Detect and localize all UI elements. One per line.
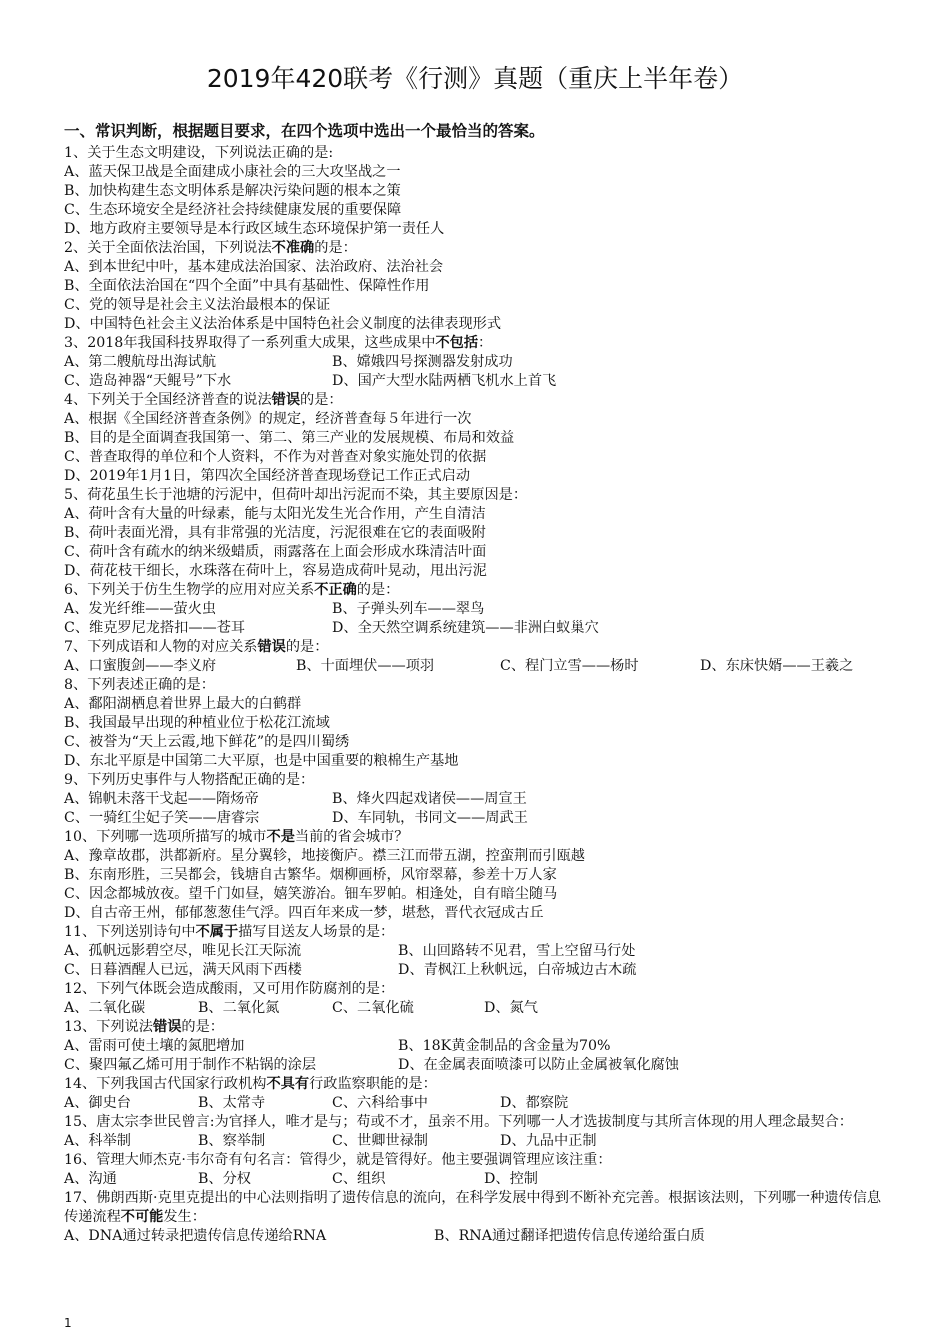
question-13-options-row-2 bbox=[64, 1056, 894, 1075]
question-11-stem-text: 11、下列送别诗句中 bbox=[64, 924, 196, 940]
question-10-stem-tail: 当前的省会城市？ bbox=[294, 829, 409, 845]
question-list bbox=[64, 144, 894, 1246]
question-10-option-c: C、因念都城放夜。望千门如昼，嬉笑游冶。钿车罗帕。相逢处，自有暗尘随马 bbox=[64, 886, 558, 902]
question-11-option-b: B、山回路转不见君，雪上空留马行处 bbox=[398, 943, 636, 959]
question-12-options-row bbox=[64, 999, 894, 1018]
question-1-option-b: B、加快构建生态文明体系是解决污染问题的根本之策 bbox=[64, 183, 401, 199]
question-16-stem: 16、管理大师杰克·韦尔奇有句名言：管得少，就是管得好。他主要强调管理应该注重： bbox=[64, 1152, 612, 1168]
question-6-option-c: C、维克罗尼龙搭扣——苍耳 bbox=[64, 620, 246, 636]
question-9-stem: 9、下列历史事件与人物搭配正确的是： bbox=[64, 772, 315, 788]
question-12-option-c: C、二氧化硫 bbox=[332, 1000, 414, 1016]
question-5-option-b: B、荷叶表面光滑，具有非常强的光洁度，污泥很难在它的表面吸附 bbox=[64, 525, 486, 541]
question-6-option-b: B、子弹头列车——翠鸟 bbox=[332, 601, 485, 617]
question-11-options-row-1 bbox=[64, 942, 894, 961]
question-4-option-a: A、根据《全国经济普查条例》的规定，经济普查每５年进行一次 bbox=[64, 411, 472, 427]
question-13-option-a: A、雷雨可使土壤的氮肥增加 bbox=[64, 1038, 245, 1054]
question-4-stem bbox=[64, 391, 894, 410]
question-6-options-row-1 bbox=[64, 600, 894, 619]
question-8-option-d: D、东北平原是中国第二大平原，也是中国重要的粮棉生产基地 bbox=[64, 753, 459, 769]
question-14-emphasis: 不具有 bbox=[266, 1076, 310, 1092]
question-14-stem-tail: 行政监察职能的是： bbox=[309, 1076, 437, 1092]
question-7-options-row bbox=[64, 657, 894, 676]
question-7-stem-text: 7、下列成语和人物的对应关系 bbox=[64, 639, 258, 655]
question-16-option-b: B、分权 bbox=[198, 1171, 251, 1187]
question-12-stem: 12、下列气体既会造成酸雨，又可用作防腐剂的是： bbox=[64, 981, 395, 997]
question-3-options-row-1 bbox=[64, 353, 894, 372]
question-11-stem-tail: 描写目送友人场景的是： bbox=[238, 924, 395, 940]
question-6-stem-text: 6、下列关于仿生生物学的应用对应关系 bbox=[64, 582, 315, 598]
question-2-emphasis: 不准确 bbox=[271, 240, 315, 256]
question-13-option-d: D、在金属表面喷漆可以防止金属被氧化腐蚀 bbox=[398, 1057, 679, 1073]
question-5-option-a: A、荷叶含有大量的叶绿素，能与太阳光发生光合作用，产生自清洁 bbox=[64, 506, 486, 522]
question-10-stem bbox=[64, 828, 894, 847]
question-17-option-b: B、RNA通过翻译把遗传信息传递给蛋白质 bbox=[434, 1228, 705, 1244]
question-3-stem bbox=[64, 334, 894, 353]
question-6-stem-tail: 的是： bbox=[356, 582, 400, 598]
question-16-option-a: A、沟通 bbox=[64, 1171, 117, 1187]
question-8-stem: 8、下列表述正确的是： bbox=[64, 677, 215, 693]
question-11-options-row-2 bbox=[64, 961, 894, 980]
question-7-option-c: C、程门立雪——杨时 bbox=[500, 658, 639, 674]
question-10-option-a: A、豫章故郡，洪都新府。星分翼轸，地接衡庐。襟三江而带五湖，控蛮荆而引瓯越 bbox=[64, 848, 585, 864]
question-11-emphasis: 不属于 bbox=[195, 924, 239, 940]
question-6-emphasis: 不正确 bbox=[314, 582, 357, 598]
question-16-option-d: D、控制 bbox=[484, 1171, 538, 1187]
question-14-stem-text: 14、下列我国古代国家行政机构 bbox=[64, 1076, 267, 1092]
question-13-option-b: B、18K黄金制品的含金量为70% bbox=[398, 1038, 611, 1054]
question-3-option-d: D、国产大型水陆两栖飞机水上首飞 bbox=[332, 373, 557, 389]
question-4-option-b: B、目的是全面调查我国第一、第二、第三产业的发展规模、布局和效益 bbox=[64, 430, 515, 446]
question-13-stem-text: 13、下列说法 bbox=[64, 1019, 153, 1035]
question-3-stem-tail: ： bbox=[478, 335, 493, 351]
question-1-option-d: D、地方政府主要领导是本行政区域生态环境保护第一责任人 bbox=[64, 221, 445, 237]
question-12-option-b: B、二氧化氮 bbox=[198, 1000, 280, 1016]
section-heading: 一、常识判断，根据题目要求，在四个选项中选出一个最恰当的答案。 bbox=[64, 122, 545, 140]
question-15-option-c: C、世卿世禄制 bbox=[332, 1133, 428, 1149]
question-9-options-row-1 bbox=[64, 790, 894, 809]
question-15-options-row bbox=[64, 1132, 894, 1151]
question-12-option-d: D、氮气 bbox=[484, 1000, 538, 1016]
question-11-option-a: A、孤帆远影碧空尽，唯见长江天际流 bbox=[64, 943, 302, 959]
question-15-stem: 15、唐太宗李世民曾言:为官择人，唯才是与；苟或不才，虽亲不用。下列哪一人才选拔制度与其所言体现的用人理念最契合： bbox=[64, 1114, 853, 1130]
question-3-option-b: B、嫦娥四号探测器发射成功 bbox=[332, 354, 513, 370]
question-4-option-d: D、2019年1月1日，第四次全国经济普查现场登记工作正式启动 bbox=[64, 468, 471, 484]
question-15-option-d: D、九品中正制 bbox=[500, 1133, 597, 1149]
page-number: 1 bbox=[64, 1316, 72, 1330]
question-7-stem-tail: 的是： bbox=[285, 639, 329, 655]
question-3-stem-text: 3、2018年我国科技界取得了一系列重大成果，这些成果中 bbox=[64, 335, 436, 351]
question-5-option-d: D、荷花枝干细长，水珠落在荷叶上，容易造成荷叶晃动，甩出污泥 bbox=[64, 563, 487, 579]
question-13-option-c: C、聚四氟乙烯可用于制作不粘锅的涂层 bbox=[64, 1057, 317, 1073]
question-9-options-row-2 bbox=[64, 809, 894, 828]
question-11-option-d: D、青枫江上秋帆远，白帝城边古木疏 bbox=[398, 962, 637, 978]
question-8-option-b: B、我国最早出现的种植业位于松花江流域 bbox=[64, 715, 330, 731]
question-5-stem: 5、荷花虽生长于池塘的污泥中，但荷叶却出污泥而不染，其主要原因是： bbox=[64, 487, 528, 503]
question-17-stem-tail: 发生： bbox=[163, 1209, 206, 1225]
question-1-stem: 1、关于生态文明建设，下列说法正确的是: bbox=[64, 145, 334, 161]
question-10-option-d: D、自古帝王州，郁郁葱葱佳气浮。四百年来成一梦，堪愁，晋代衣冠成古丘 bbox=[64, 905, 544, 921]
question-2-option-d: D、中国特色社会主义法治体系是中国特色社会义制度的法律表现形式 bbox=[64, 316, 502, 332]
question-14-option-a: A、御史台 bbox=[64, 1095, 131, 1111]
question-2-option-a: A、到本世纪中叶，基本建成法治国家、法治政府、法治社会 bbox=[64, 259, 444, 275]
question-8-option-a: A、鄱阳湖栖息着世界上最大的白鹤群 bbox=[64, 696, 302, 712]
question-2-option-c: C、党的领导是社会主义法治最根本的保证 bbox=[64, 297, 331, 313]
question-9-option-a: A、锦帆未落干戈起——隋炀帝 bbox=[64, 791, 259, 807]
question-10-emphasis: 不是 bbox=[266, 829, 295, 845]
question-10-stem-text: 10、下列哪一选项所描写的城市 bbox=[64, 829, 267, 845]
question-13-stem-tail: 的是： bbox=[181, 1019, 224, 1035]
question-3-option-a: A、第二艘航母出海试航 bbox=[64, 354, 217, 370]
question-16-options-row bbox=[64, 1170, 894, 1189]
question-6-option-d: D、全天然空调系统建筑——非洲白蚁巢穴 bbox=[332, 620, 599, 636]
question-7-stem bbox=[64, 638, 894, 657]
question-7-option-b: B、十面埋伏——项羽 bbox=[296, 658, 435, 674]
question-8-option-c: C、被誉为“天上云霞,地下鲜花”的是四川蜀绣 bbox=[64, 734, 350, 750]
question-13-emphasis: 错误 bbox=[153, 1019, 182, 1035]
question-17-options-row bbox=[64, 1227, 894, 1246]
question-3-option-c: C、造岛神器“天鲲号”下水 bbox=[64, 373, 232, 389]
question-17-option-a: A、DNA通过转录把遗传信息传递给RNA bbox=[64, 1228, 327, 1244]
question-10-option-b: B、东南形胜，三吴都会，钱塘自古繁华。烟柳画桥，风帘翠幕，参差十万人家 bbox=[64, 867, 557, 883]
question-14-option-b: B、太常寺 bbox=[198, 1095, 266, 1111]
question-7-emphasis: 错误 bbox=[257, 639, 286, 655]
question-14-stem bbox=[64, 1075, 894, 1094]
question-15-option-a: A、科举制 bbox=[64, 1133, 131, 1149]
question-4-emphasis: 错误 bbox=[271, 392, 301, 408]
question-11-option-c: C、日暮酒醒人已远，满天风雨下西楼 bbox=[64, 962, 302, 978]
question-6-options-row-2 bbox=[64, 619, 894, 638]
question-13-stem bbox=[64, 1018, 894, 1037]
question-7-option-a: A、口蜜腹剑——李义府 bbox=[64, 658, 217, 674]
question-6-option-a: A、发光纤维——萤火虫 bbox=[64, 601, 217, 617]
question-15-option-b: B、察举制 bbox=[198, 1133, 266, 1149]
question-14-options-row bbox=[64, 1094, 894, 1113]
question-2-stem bbox=[64, 239, 894, 258]
question-4-stem-text: 4、下列关于全国经济普查的说法 bbox=[64, 392, 272, 408]
question-2-option-b: B、全面依法治国在“四个全面”中具有基础性、保障性作用 bbox=[64, 278, 430, 294]
question-3-options-row-2 bbox=[64, 372, 894, 391]
question-3-emphasis: 不包括 bbox=[435, 335, 479, 351]
question-17-emphasis: 不可能 bbox=[120, 1209, 164, 1225]
question-1-option-c: C、生态环境安全是经济社会持续健康发展的重要保障 bbox=[64, 202, 402, 218]
question-5-option-c: C、荷叶含有疏水的纳米级蜡质，雨露落在上面会形成水珠清洁叶面 bbox=[64, 544, 487, 560]
question-14-option-d: D、都察院 bbox=[500, 1095, 569, 1111]
question-16-option-c: C、组织 bbox=[332, 1171, 386, 1187]
question-9-option-c: C、一骑红尘妃子笑——唐睿宗 bbox=[64, 810, 260, 826]
question-17-stem-text: 17、佛朗西斯·克里克提出的中心法则指明了遗传信息的流向，在科学发展中得到不断补充完善。根据该法则，下列哪一种遗传信息传递流程 bbox=[64, 1190, 882, 1225]
question-9-option-b: B、烽火四起戏诸侯——周宣王 bbox=[332, 791, 527, 807]
document-title: 2019年420联考《行测》真题（重庆上半年卷） bbox=[206, 64, 744, 93]
question-13-options-row-1 bbox=[64, 1037, 894, 1056]
question-4-option-c: C、普查取得的单位和个人资料，不作为对普查对象实施处罚的依据 bbox=[64, 449, 487, 465]
question-2-stem-tail: 的是： bbox=[314, 240, 357, 256]
question-1-option-a: A、蓝天保卫战是全面建成小康社会的三大攻坚战之一 bbox=[64, 164, 401, 180]
question-6-stem bbox=[64, 581, 894, 600]
question-17-stem bbox=[64, 1189, 894, 1227]
question-11-stem bbox=[64, 923, 894, 942]
question-14-option-c: C、六科给事中 bbox=[332, 1095, 428, 1111]
question-2-stem-text: 2、关于全面依法治国，下列说法 bbox=[64, 240, 272, 256]
question-7-option-d: D、东床快婿——王羲之 bbox=[700, 658, 854, 674]
question-12-option-a: A、二氧化碳 bbox=[64, 1000, 146, 1016]
question-9-option-d: D、车同轨，书同文——周武王 bbox=[332, 810, 528, 826]
question-4-stem-tail: 的是： bbox=[300, 392, 343, 408]
